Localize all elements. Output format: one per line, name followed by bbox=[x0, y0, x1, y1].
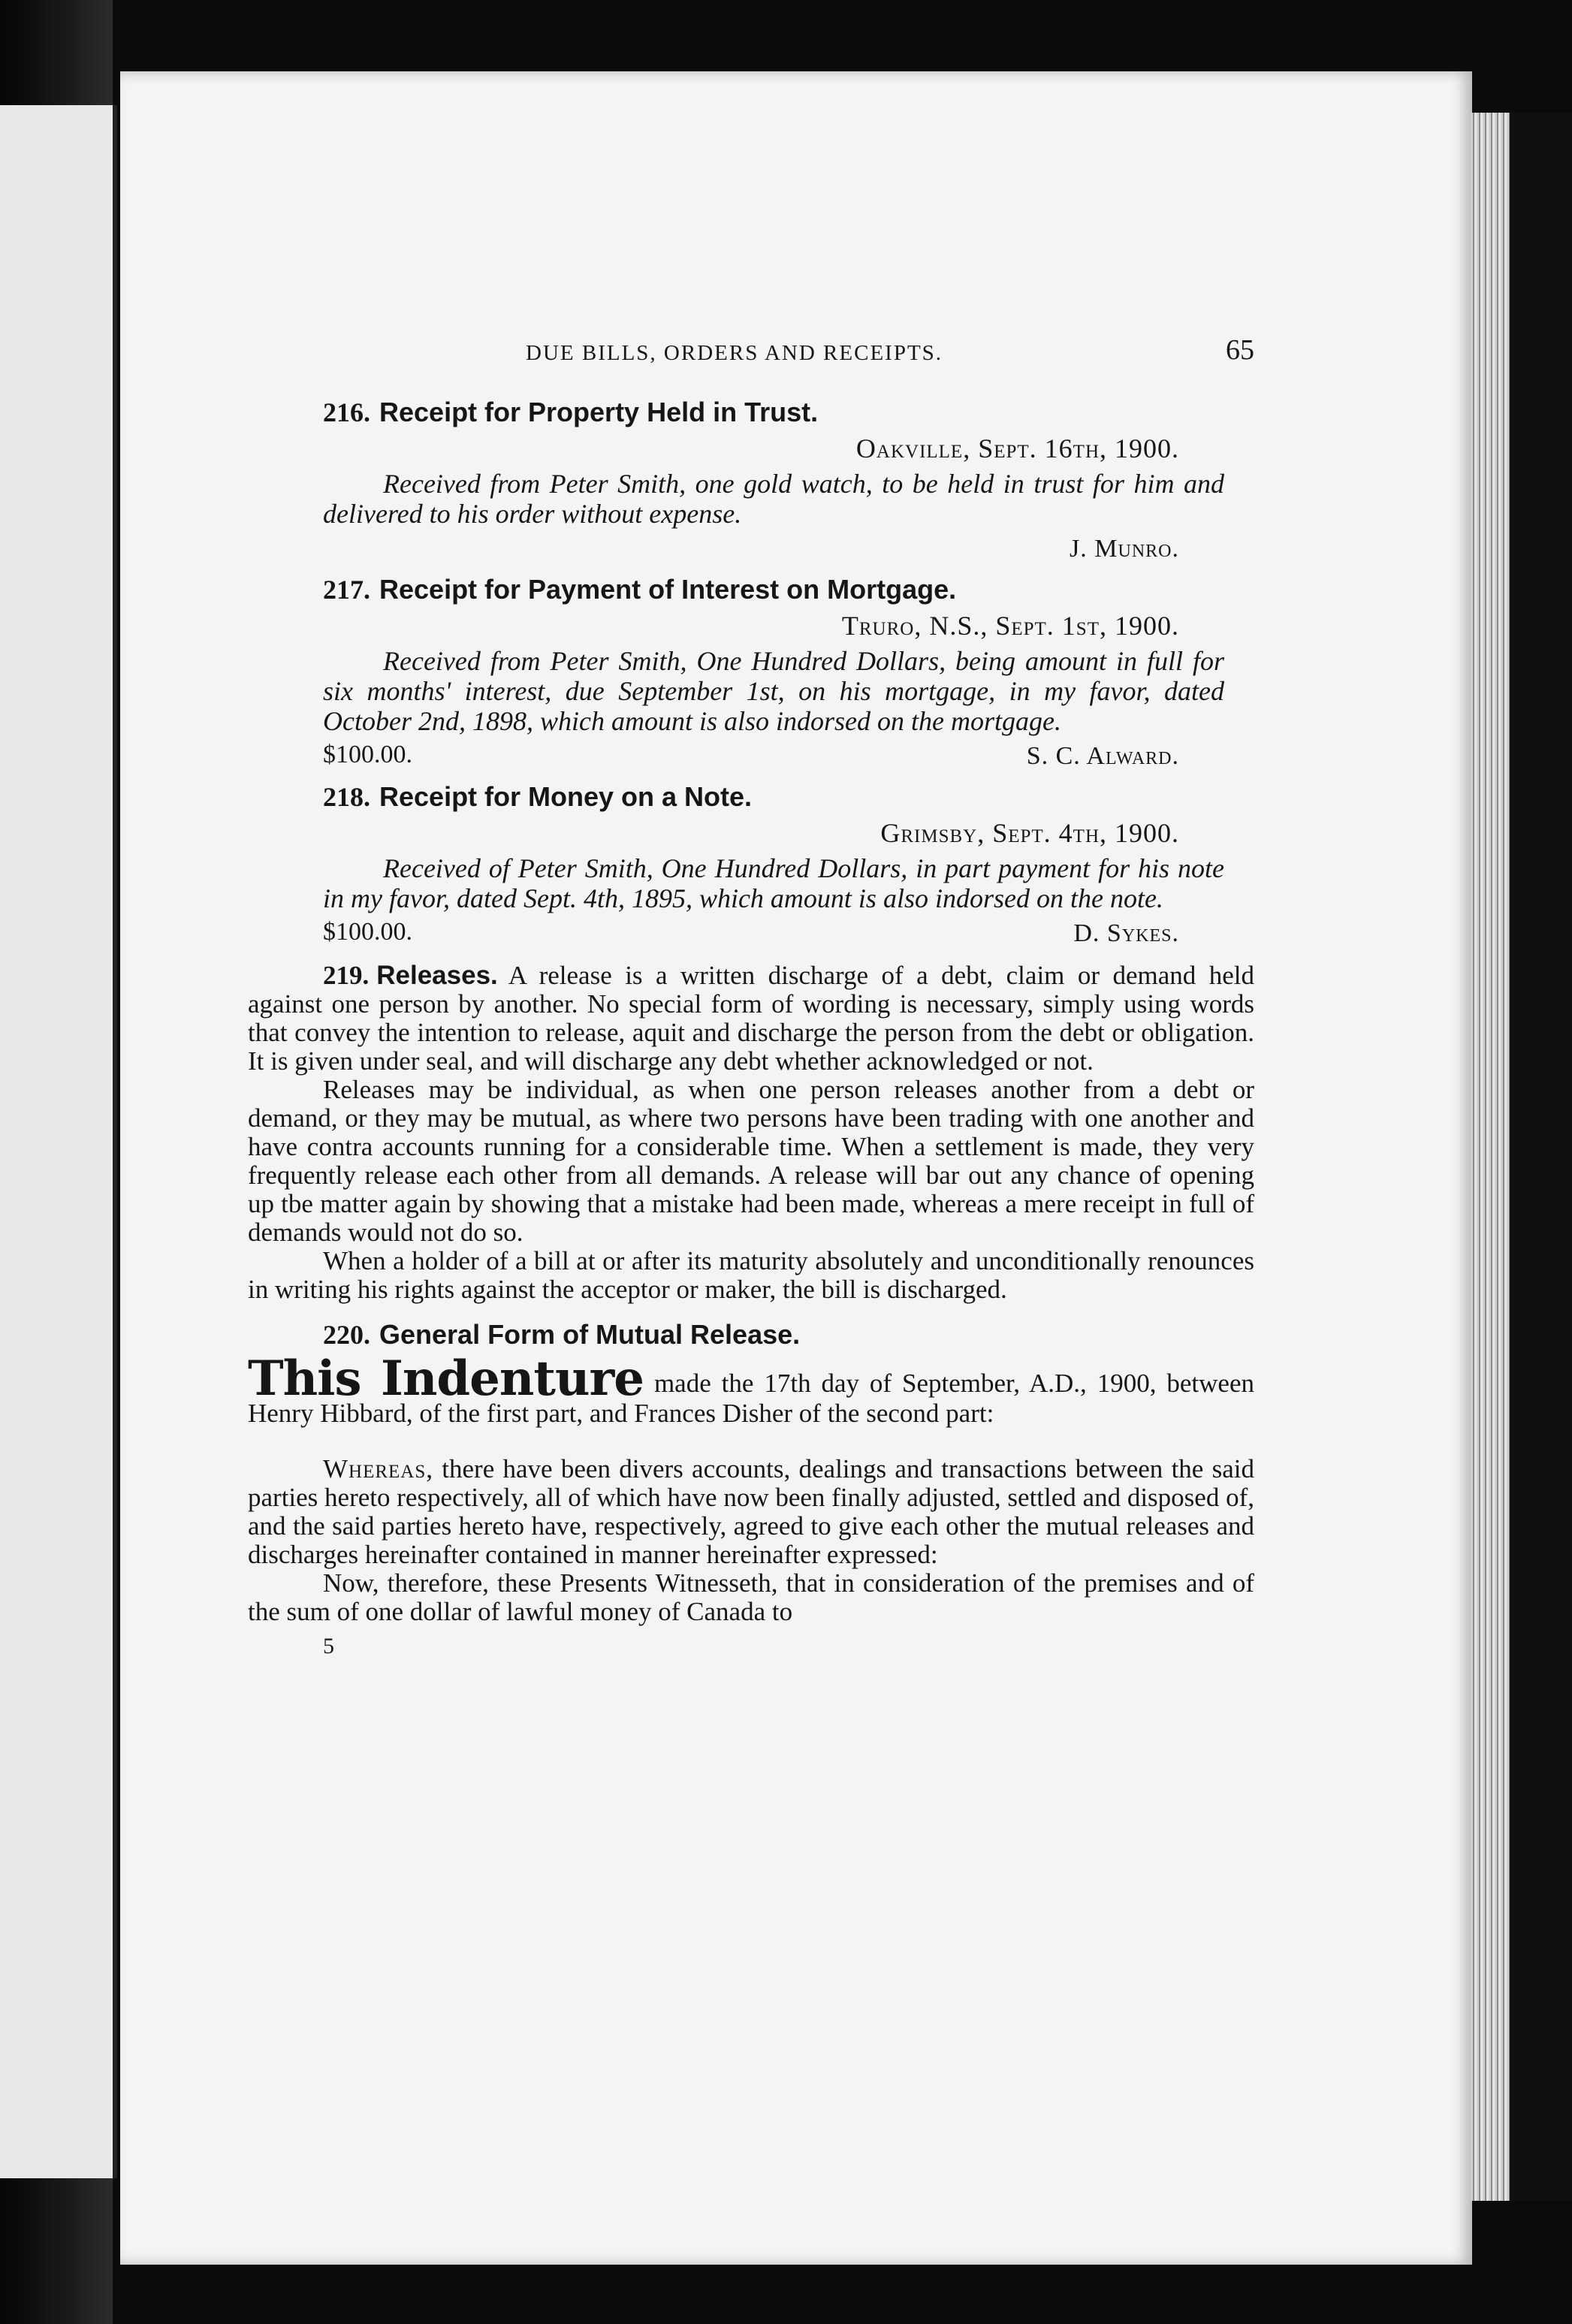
whereas-text: there have been divers accounts, dealings and transactions between the said parties hereto respectively, all of which have now been finally adjusted, settled and disposed of, and the said parties hereto have, respectively, agreed to give each other the mutual releases and discharges hereinafter contained in manner hereinafter expressed: bbox=[248, 1454, 1254, 1569]
section-heading bbox=[323, 1319, 1254, 1351]
running-head bbox=[248, 330, 1254, 376]
section-title: Receipt for Payment of Interest on Mortgage. bbox=[379, 574, 957, 605]
dateline: Oakville, Sept. 16th, 1900. bbox=[855, 433, 1179, 463]
previous-page-edge bbox=[0, 105, 117, 2178]
page-stack-edge bbox=[1471, 113, 1510, 2201]
section-heading bbox=[323, 397, 1254, 428]
section-heading bbox=[323, 574, 1254, 605]
now-therefore-paragraph: Now, therefore, these Presents Witnesseth, that in consideration of the premises and of the sum of one dollar of lawful money of Canada to bbox=[248, 1568, 1254, 1626]
signature-row bbox=[248, 741, 1254, 777]
section-heading bbox=[323, 781, 1254, 813]
paragraph-text: A release is a written discharge of a debt, claim or demand held against one person by another. No special form of wording is necessary, simply using words that convey the intention to release, aquit and discharge the person from the debt or obligation. It is given under seal, and will discharge any debt whether acknowledged or not. bbox=[248, 961, 1254, 1076]
signature: D. Sykes. bbox=[1073, 919, 1179, 947]
amount: $100.00. bbox=[323, 918, 412, 946]
section-216 bbox=[248, 397, 1254, 569]
running-title: DUE BILLS, ORDERS AND RECEIPTS. bbox=[526, 341, 943, 365]
dateline: Grimsby, Sept. 4th, 1900. bbox=[880, 818, 1179, 848]
receipt-text: Received from Peter Smith, One Hundred Dollars, being amount in full for six months' interest, due September 1st, on his mortgage, in my favor, dated October 2nd, 1898, which amount is also indorsed on the mortgage. bbox=[323, 646, 1224, 736]
page-content bbox=[248, 330, 1254, 1659]
indenture-heading: This Indenture bbox=[248, 1351, 644, 1407]
section-number: 216. bbox=[323, 397, 370, 427]
section-number: 220. bbox=[323, 1320, 370, 1350]
section-title: Releases. bbox=[376, 961, 498, 990]
signature: J. Munro. bbox=[1070, 535, 1179, 563]
scanner-shadow bbox=[1510, 113, 1572, 2201]
section-219-releases bbox=[248, 961, 1254, 1304]
indenture-opening bbox=[248, 1351, 1254, 1429]
sheet-signature-mark: 5 bbox=[323, 1634, 334, 1658]
releases-paragraph-3: When a holder of a bill at or after its maturity absolutely and unconditionally renounces in writing his rights against the acceptor or maker, the bill is discharged. bbox=[248, 1246, 1254, 1304]
releases-paragraph-1 bbox=[248, 961, 1254, 1076]
receipt-text: Received of Peter Smith, One Hundred Dollars, in part payment for his note in my favor, dated Sept. 4th, 1895, which amount is also indorsed on the note. bbox=[323, 853, 1224, 913]
section-number: 218. bbox=[323, 782, 370, 812]
section-217 bbox=[248, 574, 1254, 777]
whereas-word: Whereas, bbox=[323, 1454, 434, 1483]
section-title: Receipt for Money on a Note. bbox=[379, 781, 753, 812]
receipt-text: Received from Peter Smith, one gold watch, to be held in trust for him and delivered to his order without expense. bbox=[323, 469, 1224, 529]
page-number: 65 bbox=[1226, 334, 1254, 366]
signature: S. C. Alward. bbox=[1026, 742, 1179, 770]
dateline: Truro, N.S., Sept. 1st, 1900. bbox=[841, 611, 1179, 641]
section-218 bbox=[248, 781, 1254, 954]
section-title: Receipt for Property Held in Trust. bbox=[379, 397, 819, 427]
section-number: 219. bbox=[323, 961, 370, 990]
amount: $100.00. bbox=[323, 741, 412, 768]
section-number: 217. bbox=[323, 575, 370, 605]
signature-row bbox=[248, 533, 1254, 569]
section-title: General Form of Mutual Release. bbox=[379, 1319, 801, 1350]
signature-row bbox=[248, 918, 1254, 954]
whereas-paragraph bbox=[248, 1455, 1254, 1569]
indenture-text: made the 17th day of September, A.D., 1900, between Henry Hibbard, of the first part, and Frances Disher of the second part: bbox=[248, 1369, 1254, 1428]
section-220 bbox=[248, 1319, 1254, 1626]
releases-paragraph-2: Releases may be individual, as when one person releases another from a debt or demand, or they may be mutual, as where two persons have been trading with one another and have contra accounts running for a considerable time. When a settlement is made, they very frequently release each other from all demands. A release will bar out any chance of opening up tbe matter again by showing that a mistake had been made, whereas a mere receipt in full of demands would not do so. bbox=[248, 1075, 1254, 1247]
